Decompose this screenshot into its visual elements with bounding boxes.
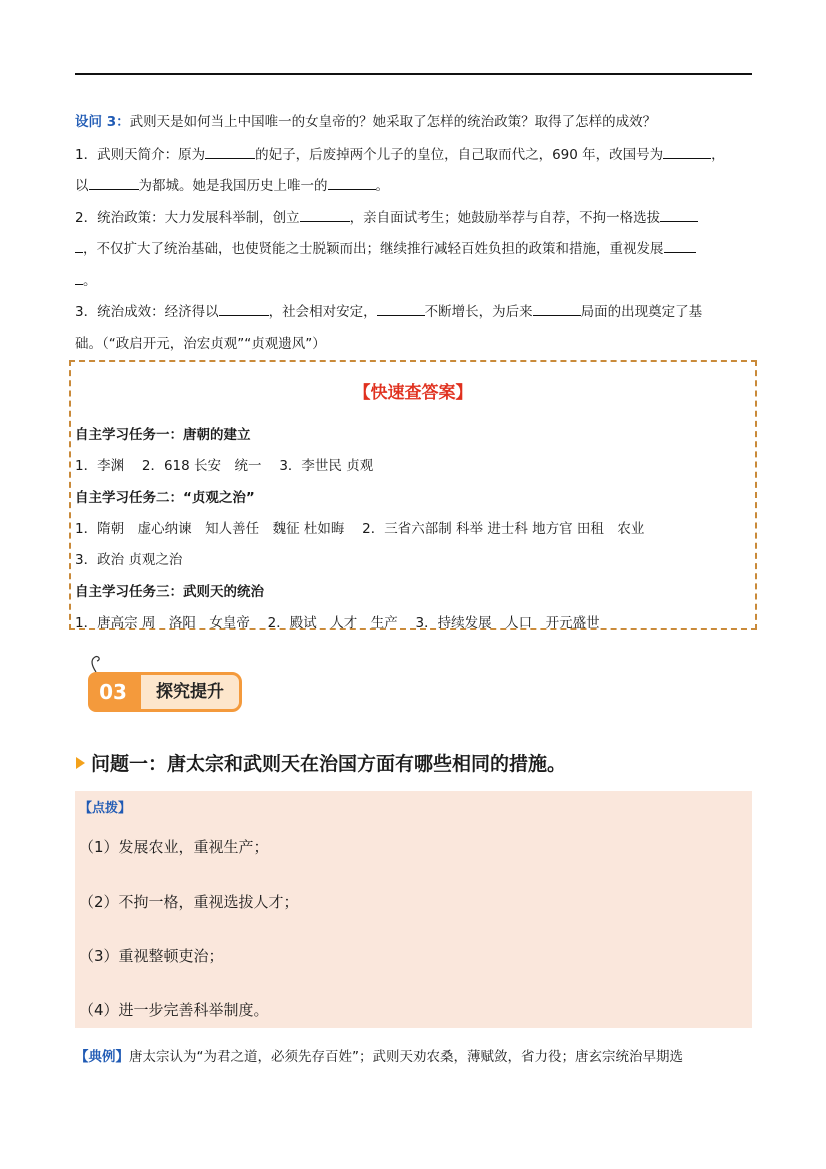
text-segment: 1．武则天简介：原为 [75,147,206,163]
tip-item: （2）不拘一格，重视选拔人才； [79,893,299,911]
answer-title: 【快速查答案】 [353,383,473,403]
fill-blank [660,209,698,222]
fill-blank [533,303,581,316]
text-segment: ，不仅扩大了统治基础，也使贤能之士脱颖而出；继续推行减轻百姓负担的政策和措施，重视发展 [83,241,664,257]
intro-line-2 [75,177,389,195]
fill-blank [205,146,255,159]
task2-answers-2: 3．政治 贞观之治 [75,552,183,568]
result-line-1 [75,303,702,321]
fill-blank [75,240,83,253]
question3-text: 武则天是如何当上中国唯一的女皇帝的？她采取了怎样的统治政策？取得了怎样的成效？ [129,114,657,130]
fill-blank [328,177,376,190]
text-segment: 。 [375,178,389,194]
policy-line-2 [75,240,696,258]
task2-heading: 自主学习任务二：“贞观之治” [75,490,255,506]
text-segment: 础。（“政启开元，治宏贞观”“贞观遗风”） [75,336,326,352]
task2-answers-1: 1．隋朝 虚心纳谏 知人善任 魏征 杜如晦 2．三省六部制 科举 进士科 地方官 田租 农业 [75,521,645,537]
text-segment: ，亲自面试考生；她鼓励举荐与自荐，不拘一格选拔 [349,210,661,226]
text-segment: 的妃子，后废掉两个儿子的皇位，自己取而代之，690 年，改国号为 [255,147,664,163]
fill-blank [75,272,83,285]
example-label: 【典例】 [75,1049,129,1065]
text-segment: 局面的出现奠定了基 [580,304,703,320]
fill-blank [300,209,350,222]
text-segment: 2．统治政策：大力发展科举制，创立 [75,210,300,226]
intro-line-1 [75,146,725,164]
text-segment: 3．统治成效：经济得以 [75,304,219,320]
section-number: 03 [88,672,138,712]
example-text: 唐太宗认为“为君之道，必须先存百姓”；武则天劝农桑，薄赋敛，省力役；唐玄宗统治早期选 [129,1049,683,1065]
tip-item: （3）重视整顿吏治； [79,947,224,965]
text-segment: 以 [75,178,89,194]
fill-blank [377,303,425,316]
question3-label: 设问 3： [75,114,130,130]
problem-title: 问题一：唐太宗和武则天在治国方面有哪些相同的措施。 [91,753,567,775]
task1-answers: 1．李渊 2．618 长安 统一 3．李世民 贞观 [75,458,374,474]
text-segment: ， [711,147,725,163]
text-segment: 不断增长，为后来 [424,304,533,320]
fill-blank [219,303,269,316]
section-label: 探究提升 [138,672,242,712]
task3-answers: 1．唐高宗 周 洛阳 女皇帝 2．殿试 人才 生产 3．持续发展 人口 开元盛世 [75,615,600,631]
text-segment: ，社会相对安定， [268,304,377,320]
text-segment: 。 [83,273,97,289]
swirl-icon [86,652,106,674]
policy-line-1 [75,209,698,227]
top-rule [75,73,752,75]
tip-item: （4）进一步完善科举制度。 [79,1001,269,1019]
fill-blank [664,240,696,253]
result-line-2 [75,335,326,353]
example-line [75,1045,683,1065]
fill-blank [663,146,711,159]
task3-heading: 自主学习任务三：武则天的统治 [75,584,264,600]
task1-heading: 自主学习任务一：唐朝的建立 [75,427,251,443]
text-segment: 为都城。她是我国历史上唯一的 [138,178,328,194]
tip-label: 【点拨】 [79,801,132,816]
policy-line-3 [75,272,97,290]
triangle-bullet-icon [76,757,85,769]
fill-blank [89,177,139,190]
tip-item: （1）发展农业，重视生产； [79,838,269,856]
question3-line [75,113,656,131]
